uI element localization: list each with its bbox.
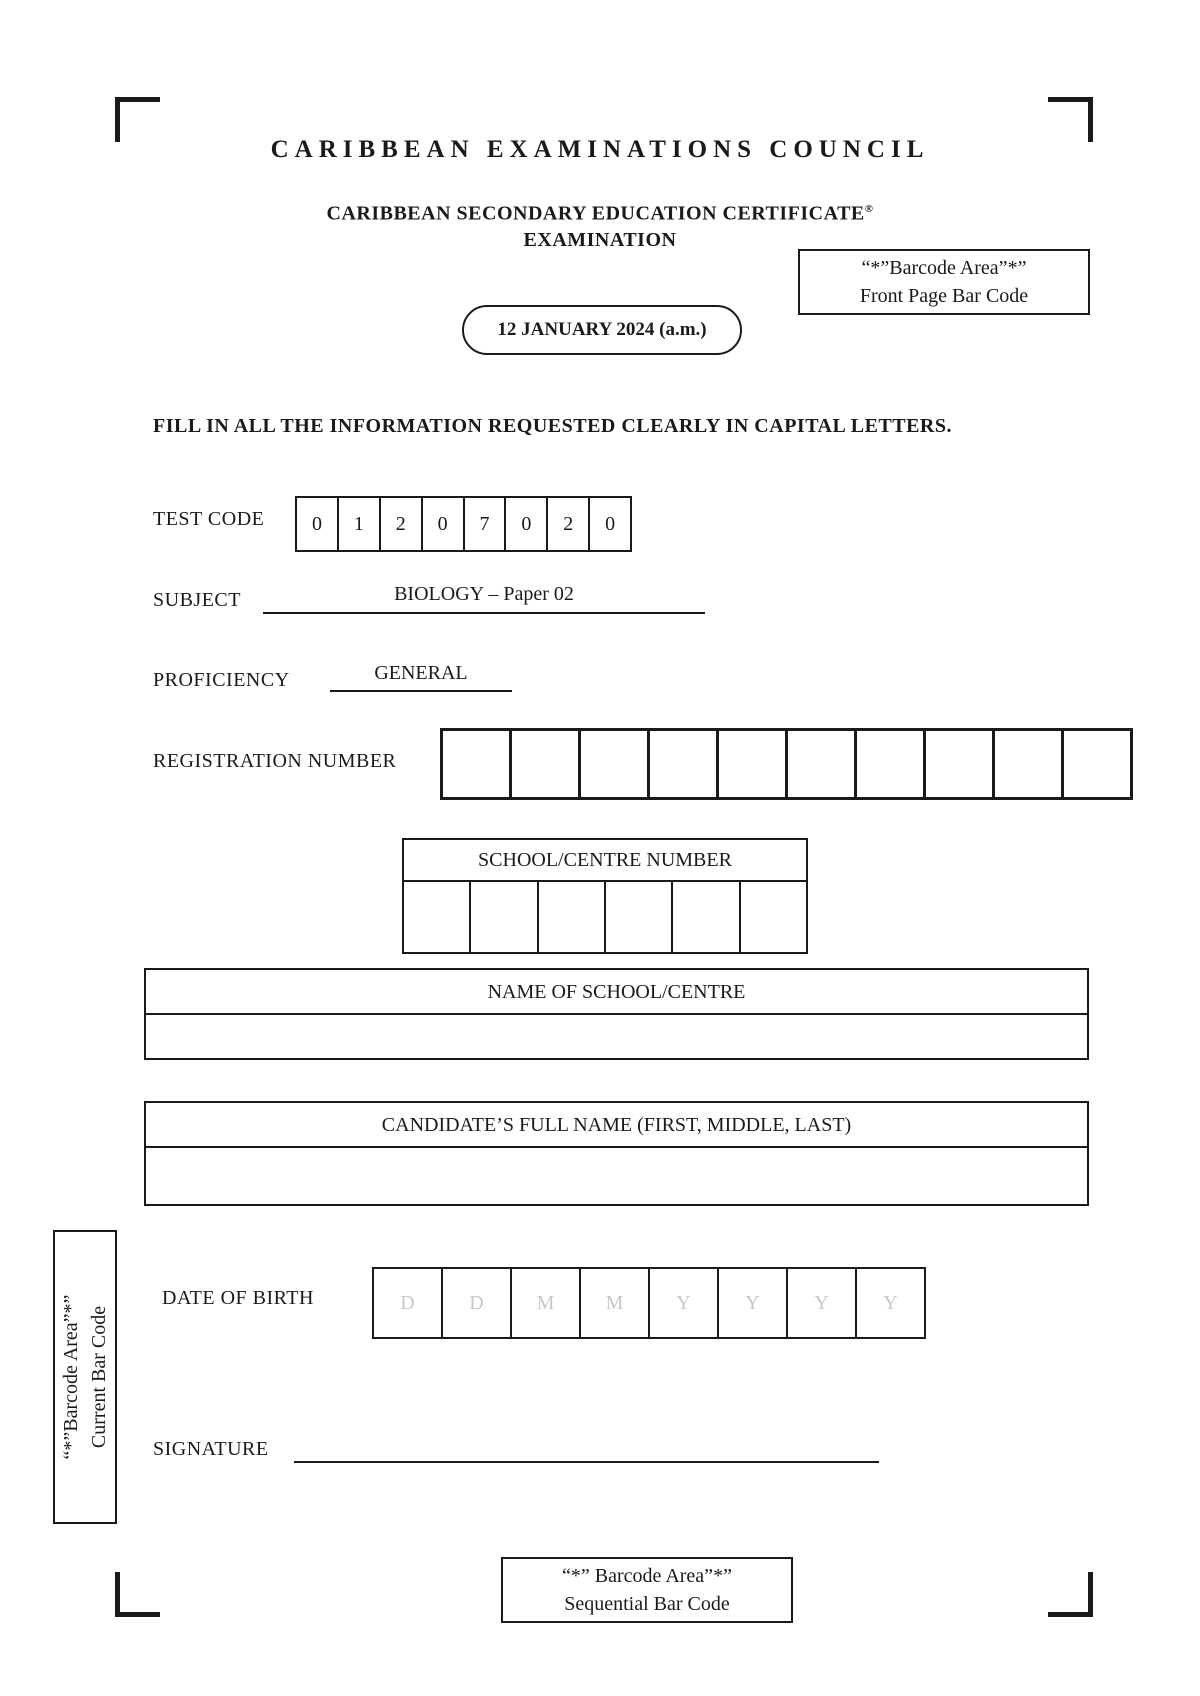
crop-mark-bottom-left: [115, 1572, 160, 1617]
dob-year-cell[interactable]: Y: [650, 1269, 719, 1337]
registered-mark: ®: [864, 203, 874, 215]
registration-cell[interactable]: [581, 731, 650, 797]
school-name-label: NAME OF SCHOOL/CENTRE: [146, 970, 1087, 1015]
dob-day-cell[interactable]: D: [443, 1269, 512, 1337]
school-number-cell[interactable]: [471, 882, 538, 952]
current-barcode-area: [53, 1230, 117, 1524]
test-code-label: TEST CODE: [153, 508, 265, 530]
test-code-digit: 2: [548, 498, 590, 550]
certificate-line1: CARIBBEAN SECONDARY EDUCATION CERTIFICATE: [326, 202, 865, 225]
school-name-field[interactable]: [146, 1015, 1087, 1058]
proficiency-label: PROFICIENCY: [153, 669, 290, 691]
dob-month-cell[interactable]: M: [581, 1269, 650, 1337]
school-number-cell[interactable]: [539, 882, 606, 952]
test-code-digit: 0: [297, 498, 339, 550]
school-name-box: [144, 968, 1089, 1060]
barcode-type-label: Sequential Bar Code: [564, 1593, 730, 1615]
dob-day-cell[interactable]: D: [374, 1269, 443, 1337]
school-number-cell[interactable]: [673, 882, 740, 952]
school-number-cell[interactable]: [404, 882, 471, 952]
instruction-text: FILL IN ALL THE INFORMATION REQUESTED CLEARLY IN CAPITAL LETTERS.: [153, 415, 952, 437]
registration-cell[interactable]: [788, 731, 857, 797]
date-of-birth-boxes: [372, 1267, 926, 1339]
certificate-title: [0, 196, 1200, 253]
candidate-name-box: [144, 1101, 1089, 1206]
certificate-line2: EXAMINATION: [523, 228, 677, 251]
exam-date: 12 JANUARY 2024 (a.m.): [462, 305, 742, 355]
barcode-type-label: Current Bar Code: [88, 1305, 110, 1449]
test-code-digit: 7: [465, 498, 507, 550]
signature-label: SIGNATURE: [153, 1438, 269, 1460]
registration-cell[interactable]: [857, 731, 926, 797]
candidate-name-label: CANDIDATE’S FULL NAME (FIRST, MIDDLE, LAST): [146, 1103, 1087, 1148]
signature-field[interactable]: [294, 1461, 879, 1463]
dob-year-cell[interactable]: Y: [719, 1269, 788, 1337]
barcode-area-label: “*”Barcode Area”*”: [861, 257, 1027, 279]
candidate-name-field[interactable]: [146, 1148, 1087, 1204]
barcode-type-label: Front Page Bar Code: [859, 285, 1029, 307]
registration-cell[interactable]: [926, 731, 995, 797]
subject-label: SUBJECT: [153, 589, 241, 611]
dob-year-cell[interactable]: Y: [788, 1269, 857, 1337]
sequential-barcode-area: [501, 1557, 793, 1623]
school-number-cell[interactable]: [606, 882, 673, 952]
registration-cell[interactable]: [1064, 731, 1130, 797]
test-code-digit: 1: [339, 498, 381, 550]
school-centre-number-boxes: [404, 882, 806, 952]
council-title: CARIBBEAN EXAMINATIONS COUNCIL: [270, 136, 930, 163]
registration-cell[interactable]: [650, 731, 719, 797]
date-of-birth-label: DATE OF BIRTH: [162, 1287, 314, 1309]
test-code-boxes: [295, 496, 632, 552]
registration-cell[interactable]: [443, 731, 512, 797]
barcode-area-label: “*” Barcode Area”*”: [562, 1565, 732, 1587]
subject-field[interactable]: BIOLOGY – Paper 02: [263, 583, 705, 614]
test-code-digit: 0: [423, 498, 465, 550]
test-code-digit: 0: [605, 512, 616, 535]
registration-cell[interactable]: [995, 731, 1064, 797]
barcode-area-label: “*”Barcode Area”*”: [60, 1294, 82, 1460]
test-code-digit: 0: [506, 498, 548, 550]
school-centre-number-label: SCHOOL/CENTRE NUMBER: [404, 840, 806, 882]
crop-mark-bottom-right: [1048, 1572, 1093, 1617]
registration-number-boxes: [440, 728, 1133, 800]
front-page-barcode-area: [798, 249, 1090, 315]
dob-year-cell[interactable]: Y: [883, 1291, 898, 1314]
school-number-cell[interactable]: [741, 882, 806, 952]
test-code-digit: 2: [381, 498, 423, 550]
proficiency-field[interactable]: GENERAL: [330, 662, 512, 692]
dob-month-cell[interactable]: M: [512, 1269, 581, 1337]
registration-cell[interactable]: [512, 731, 581, 797]
registration-number-label: REGISTRATION NUMBER: [153, 750, 397, 772]
registration-cell[interactable]: [719, 731, 788, 797]
school-centre-number: [402, 838, 808, 954]
